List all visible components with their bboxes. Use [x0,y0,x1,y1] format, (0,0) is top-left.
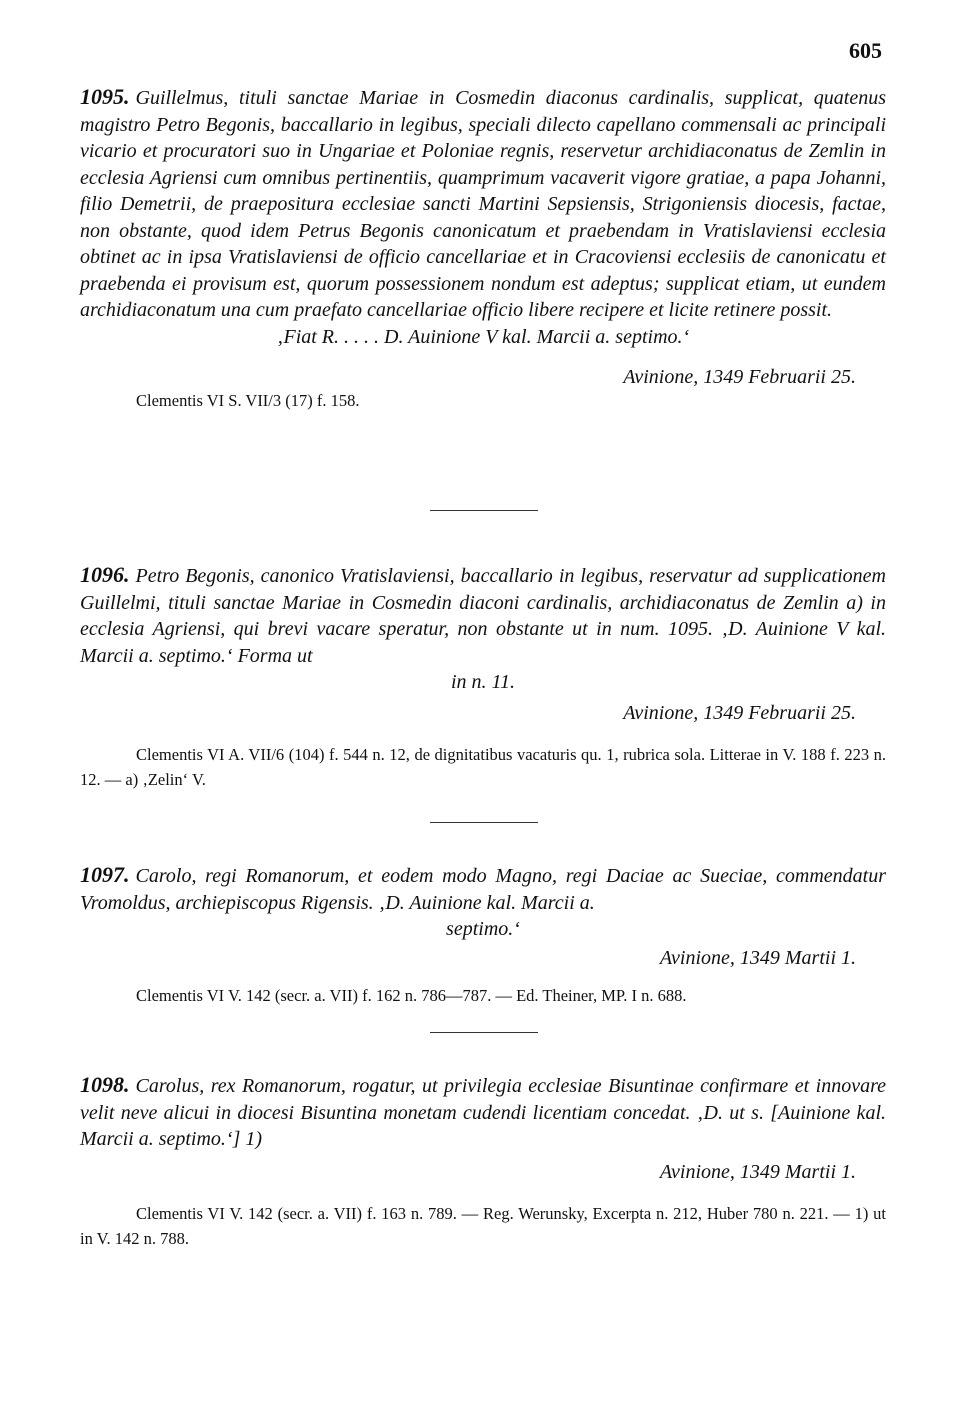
entry-body-text: Carolus, rex Romanorum, rogatur, ut privilegia ecclesiae Bisuntinae confirmare et innovare velit neve alicui in diocesi Bisuntina monetam cudendi licentiam concedat. ‚D. ut s. [Auinione kal. Marcii a. septimo.‘] 1) [80,1075,886,1150]
date-line: Avinione, 1349 Februarii 25. [623,366,856,388]
entry-1098 [80,1072,886,1251]
entry-text [80,862,886,943]
entry-text [80,562,886,696]
entry-body-text: Carolo, regi Romanorum, et eodem modo Magno, regi Daciae ac Sueciae, commendatur Vromoldus, archiepiscopus Rigensis. ‚D. Auinione kal. Marcii a. [80,865,886,914]
page-number: 605 [849,38,882,63]
separator-rule [430,822,538,823]
date-line: Avinione, 1349 Martii 1. [659,946,856,969]
entry-text [80,1072,886,1153]
entry-1095 [80,84,886,413]
fiat-line: ‚Fiat R. . . . . D. Auinione V kal. Marcii a. septimo.‘ [276,325,690,348]
source-text: Clementis VI V. 142 (secr. a. VII) f. 163 n. 789. — Reg. Werunsky, Excerpta n. 212, Huber 780 n. 221. — 1) ut in V. 142 n. 788. [80,1203,886,1248]
entry-tail: septimo.‘ [446,918,520,940]
separator-rule [430,510,538,511]
entry-number: 1098. [80,1072,130,1097]
entry-tail: in n. 11. [450,671,516,693]
entry-body-text: Petro Begonis, canonico Vratislaviensi, baccallario in legibus, reservatur ad supplicationem Guillelmi, tituli sanctae Mariae in Cosmedin diaconi cardinalis, archidiaconatus de Zemlin a) in ecclesia Agriensi, qui brevi vacare speratur, non obstante ut in num. 1095. ‚D. Auinione V kal. Marcii a. septimo.‘ Forma ut [80,565,886,667]
date-line: Avinione, 1349 Martii 1. [659,1160,856,1183]
source-text: Clementis VI V. 142 (secr. a. VII) f. 162 n. 786—787. — Ed. Theiner, MP. I n. 688. [136,985,687,1005]
entry-number: 1096. [80,562,130,587]
entry-1097 [80,862,886,1008]
source-citation [80,742,886,792]
source-text: Clementis VI A. VII/6 (104) f. 544 n. 12, de dignitatibus vacaturis qu. 1, rubrica sola. Litterae in V. 188 f. 223 n. 12. — a) ‚Zelin‘ V. [80,744,886,789]
date-line: Avinione, 1349 Februarii 25. [623,701,856,724]
entry-number: 1095. [80,84,130,109]
entry-1096 [80,562,886,792]
entry-body-text: Guillelmus, tituli sanctae Mariae in Cosmedin diaconus cardinalis, supplicat, quatenus magistro Petro Begonis, baccallario in legibus, speciali dilecto capellano commensali ac principali vicario et procuratori suo in Ungariae et Poloniae regnis, reservetur archidiaconatus de Zemlin in ecclesia Agriensi cum omnibus pertinentiis, quamprimum vacaverit vigore gratiae, a papa Johanni, filio Demetrii, de praepositura ecclesiae sancti Martini Sepsiensis, Strigoniensis diocesis, factae, non obstante, quod idem Petrus Begonis canonicatum et praebendam in Vratislaviensi ecclesia obtinet ac in ipsa Vratislaviensi de officio cancellariae et in Cracoviensi ecclesiis de canonicatu et praebenda ei provisum est, quorum possessionem nondum est adeptus; supplicat etiam, ut eundem archidiaconatum una cum praefato cancellariae officio libere recipere et licite retinere possit. [80,87,886,321]
entry-number: 1097. [80,862,130,887]
separator-rule [430,1032,538,1033]
source-citation [80,983,886,1008]
source-citation [80,1201,886,1251]
source-citation: Clementis VI S. VII/3 (17) f. 158. [136,391,360,410]
entry-text [80,84,886,350]
